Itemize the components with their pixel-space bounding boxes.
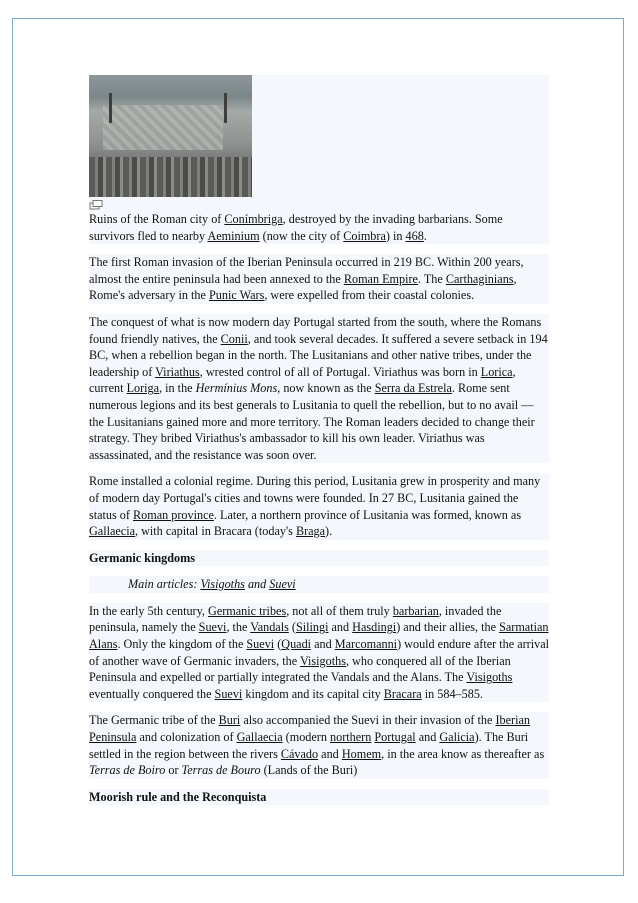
link-northern[interactable]: northern xyxy=(330,730,372,745)
link-punic-wars[interactable]: Punic Wars xyxy=(208,288,265,303)
link-aeminium[interactable]: Aeminium xyxy=(207,228,260,243)
link-cavado[interactable]: Cávado xyxy=(280,746,319,761)
link-conimbriga[interactable]: Conímbriga xyxy=(224,212,283,226)
link-roman-province[interactable]: Roman province xyxy=(133,507,214,522)
paragraph-buri: The Germanic tribe of the Buri also accompanied the Suevi in their invasion of the Iberian Peninsula and colonization of Gallaecia (modern northern Portugal and Galicia). The Buri settled in the region between the rivers Cávado and Homem, in the area know as thereafter as Terras de Boiro or Terras de Bouro (Lands of the Buri) xyxy=(89,713,545,778)
link-lorica[interactable]: Lorica xyxy=(480,364,513,379)
link-carthaginians[interactable]: Carthaginians xyxy=(445,271,514,286)
link-coimbra[interactable]: Coimbra xyxy=(343,228,386,243)
enlarge-icon[interactable] xyxy=(89,199,103,211)
link-galicia[interactable]: Galicia xyxy=(439,730,475,745)
link-viriathus[interactable]: Viriathus xyxy=(155,364,200,379)
photo-post xyxy=(109,93,112,123)
link-roman-empire[interactable]: Roman Empire xyxy=(343,271,418,286)
link-portugal[interactable]: Portugal xyxy=(374,730,416,745)
link-suevi[interactable]: Suevi xyxy=(198,620,227,635)
link-suevi-article[interactable]: Suevi xyxy=(269,577,296,592)
link-silingi[interactable]: Silingi xyxy=(295,620,329,635)
link-suevi[interactable]: Suevi xyxy=(246,637,275,652)
link-alans[interactable]: Alans xyxy=(89,637,118,652)
link-quadi[interactable]: Quadi xyxy=(281,637,312,652)
link-marcomanni[interactable]: Marcomanni xyxy=(334,637,398,652)
section-heading-moorish: Moorish rule and the Reconquista xyxy=(89,789,267,804)
paragraph-roman-invasion: The first Roman invasion of the Iberian Peninsula occurred in 219 BC. Within 200 years, almost the entire peninsula had been annexed to the Roman Empire. The Carthaginians, Rome's adversary in the Punic Wars, were expelled from their coastal colonies. xyxy=(89,255,524,303)
article-content xyxy=(89,75,549,805)
link-serra-da-estrela[interactable]: Serra da Estrela xyxy=(374,381,452,396)
link-hasdingi[interactable]: Hasdingi xyxy=(352,620,397,635)
photo-stone-wall xyxy=(89,157,252,197)
link-vandals[interactable]: Vandals xyxy=(250,620,289,635)
photo-post xyxy=(224,93,227,123)
link-conii[interactable]: Conii xyxy=(220,331,248,346)
link-bracara[interactable]: Bracara xyxy=(383,686,422,701)
paragraph-colonial-regime: Rome installed a colonial regime. During this period, Lusitania grew in prosperity and many of modern day Portugal's cities and towns were founded. In 27 BC, Lusitania gained the status of Roman province. Later, a northern province of Lusitania was formed, known as Gallaecia, with capital in Bracara (today's Braga). xyxy=(89,474,541,539)
link-gallaecia[interactable]: Gallaecia xyxy=(236,730,283,745)
link-loriga[interactable]: Loriga xyxy=(126,381,160,396)
link-gallaecia[interactable]: Gallaecia xyxy=(89,524,136,539)
link-468[interactable]: 468 xyxy=(405,228,424,243)
link-visigoths[interactable]: Visigoths xyxy=(466,670,513,685)
figure-caption: Ruins of the Roman city of Conímbriga, destroyed by the invading barbarians. Some survivors fled to nearby Aeminium (now the city of Coimbra) in 468. xyxy=(89,212,503,243)
link-homem[interactable]: Homem xyxy=(341,746,382,761)
link-sarmatian[interactable]: Sarmatian xyxy=(499,620,549,635)
link-visigoths[interactable]: Visigoths xyxy=(299,653,346,668)
link-buri[interactable]: Buri xyxy=(218,713,241,728)
link-braga[interactable]: Braga xyxy=(295,524,326,539)
link-suevi[interactable]: Suevi xyxy=(214,686,243,701)
paragraph-conquest: The conquest of what is now modern day Portugal started from the south, where the Romans found friendly natives, the Conii, and took several decades. It suffered a severe setback in 194 BC, when a rebellion began in the north. The Lusitanians and other native tribes, under the leadership of Viriathus, wrested control of all of Portugal. Viriathus was born in Lorica, current Loriga, in the Hermínius Mons, now known as the Serra da Estrela. Rome sent numerous legions and its best generals to Lusitania to quell the rebellion, but to no avail — the Lusitanians gained more and more territory. The Roman leaders decided to change their strategy. They bribed Viriathus's ambassador to kill his own leader. Viriathus was assassinated, and the resistance was soon over. xyxy=(89,314,548,462)
link-barbarian[interactable]: barbarian xyxy=(392,603,439,618)
link-iberian-peninsula[interactable]: Iberian Peninsula xyxy=(89,713,530,745)
link-visigoths-article[interactable]: Visigoths xyxy=(200,577,245,592)
main-articles-note: Main articles: Visigoths and Suevi xyxy=(128,577,296,592)
photo-mosaic-floor xyxy=(103,105,223,150)
link-germanic-tribes[interactable]: Germanic tribes xyxy=(208,603,287,618)
figure xyxy=(89,75,549,244)
paragraph-germanic-tribes: In the early 5th century, Germanic tribes, not all of them truly barbarian, invaded the peninsula, namely the Suevi, the Vandals (Silingi and Hasdingi) and their allies, the Sarmatian Alans. Only the kingdom of the Suevi (Quadi and Marcomanni) would endure after the arrival of another wave of Germanic invaders, the Visigoths, who conquered all of the Iberian Peninsula and expelled or partially integrated the Vandals and the Alans. The Visigoths eventually conquered the Suevi kingdom and its capital city Bracara in 584–585. xyxy=(89,603,549,701)
roman-ruins-photo[interactable] xyxy=(89,75,252,197)
section-heading-germanic: Germanic kingdoms xyxy=(89,550,195,565)
